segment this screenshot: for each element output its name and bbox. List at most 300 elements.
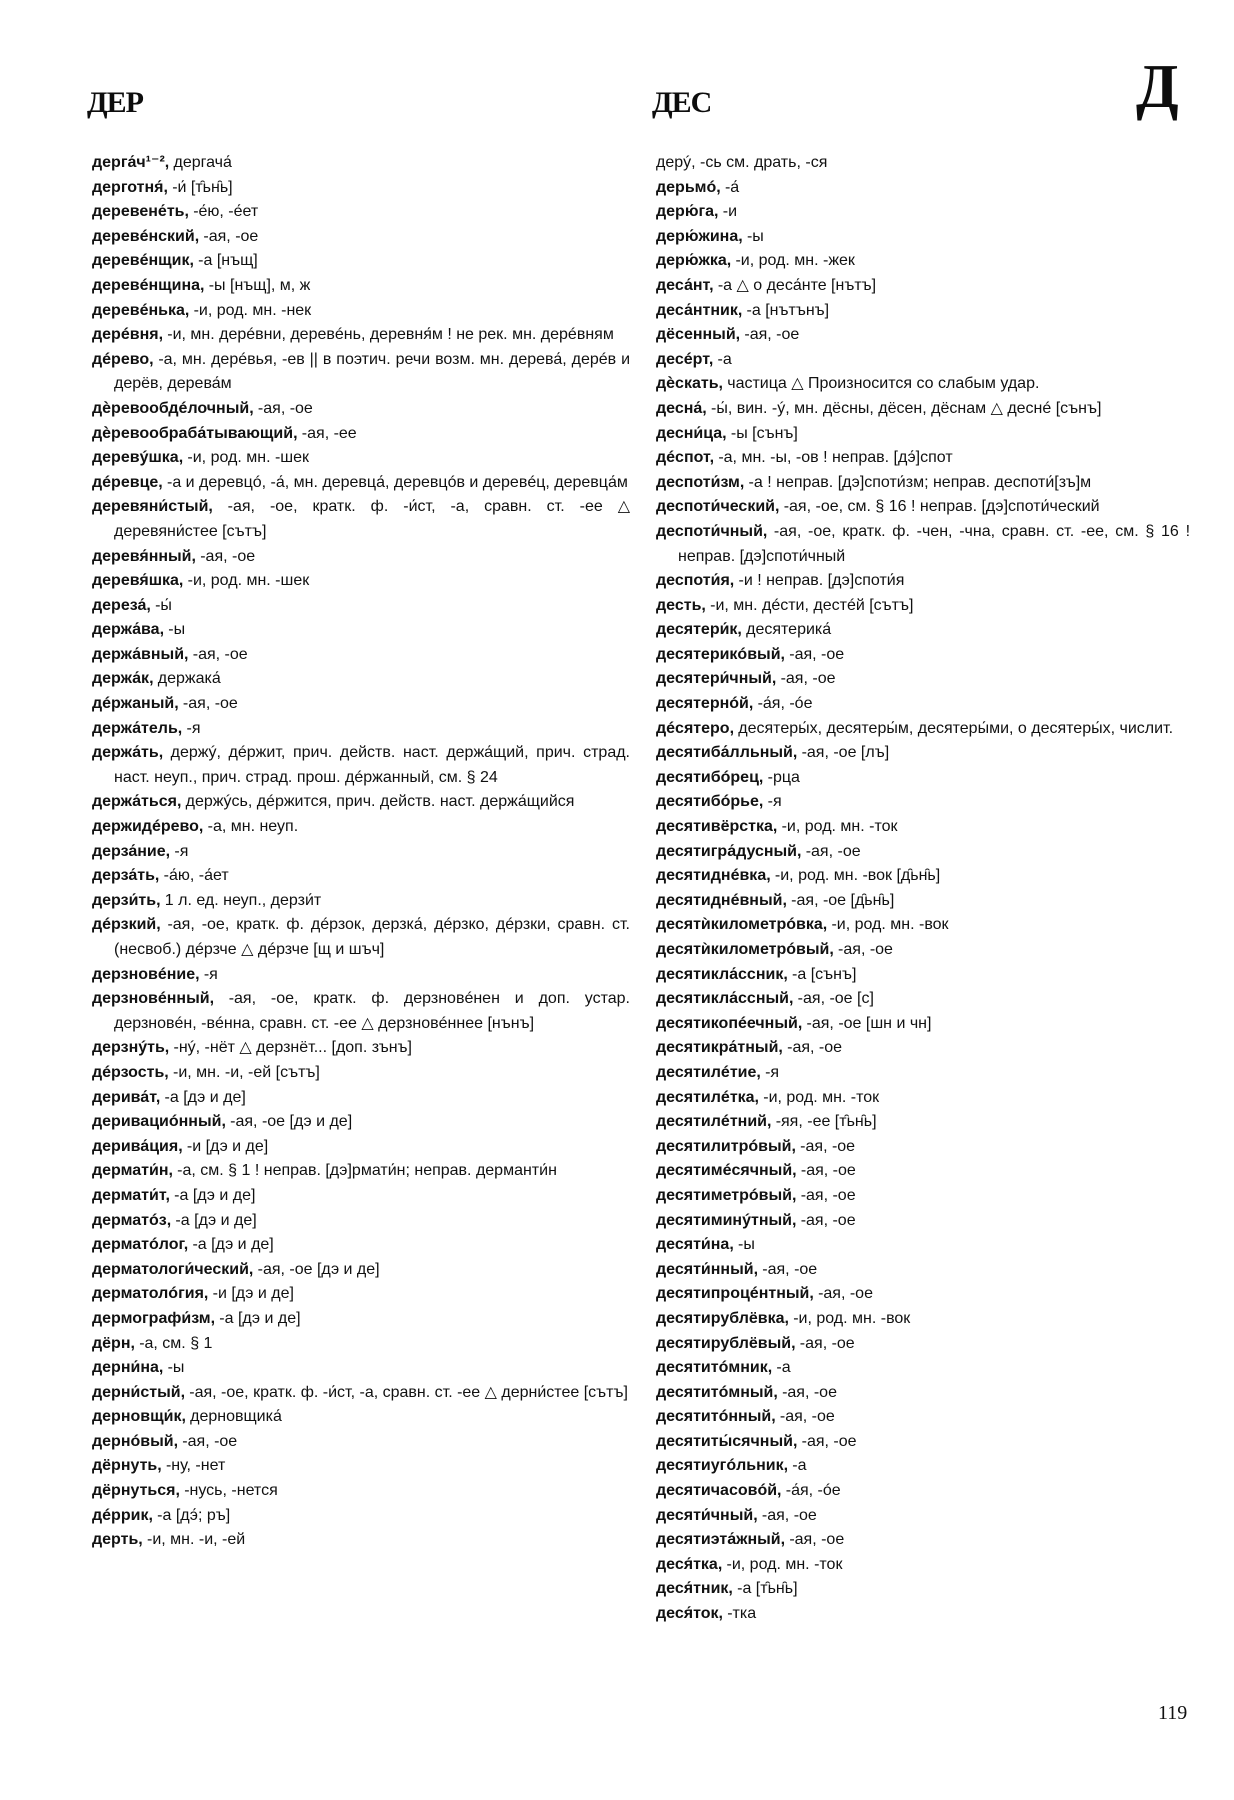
entry-definition: -ы́, вин. -ý, мн. дёсны, дёсен, дёснам △ деснé [сънъ] [711,399,1102,417]
entry-headword: дереза́, [92,596,151,614]
entry-headword: десятерикóвый, [656,645,785,663]
dictionary-entry [656,445,1190,470]
entry-headword: десятиметрóвый, [656,1186,797,1204]
dictionary-entry [656,888,1190,913]
entry-headword: десятимéсячный, [656,1162,797,1180]
dictionary-entry [656,839,1190,864]
dictionary-entry [92,1503,630,1528]
dictionary-entry [656,962,1190,987]
entry-definition: -я [174,842,189,860]
entry-definition: -ая, -ое [800,1162,856,1180]
dictionary-entry [92,1453,630,1478]
dictionary-entry [92,1429,630,1454]
dictionary-entry [92,1035,630,1060]
entry-headword: дерни́на, [92,1359,164,1377]
dictionary-entry [656,740,1190,765]
dictionary-entry [656,1404,1190,1429]
entry-headword: дерю́га, [656,203,719,221]
entry-headword: десяти́чный, [656,1506,758,1524]
entry-headword: десятилéтний, [656,1113,772,1131]
entry-headword: десть, [656,596,706,614]
dictionary-entry [656,1281,1190,1306]
entry-headword: деревýшка, [92,449,184,467]
dictionary-entry [656,1306,1190,1331]
dictionary-entry [92,1404,630,1429]
entry-headword: деспоти́я, [656,572,735,590]
dictionary-entry [656,1208,1190,1233]
dictionary-entry [92,666,630,691]
entry-definition: -а, мн. дерéвья, -ев || в поэтич. речи возм. мн. дерева́, дерéв и дерёв, дерева́м [114,350,631,393]
entry-definition: -и, мн. -и, -ей [146,1531,246,1549]
entry-headword: дéсятеро, [656,719,735,737]
entry-headword: десятиминýтный, [656,1211,797,1229]
dictionary-entry [92,962,630,987]
entry-headword: дéрево, [92,350,154,368]
entry-headword: деса́нт, [656,276,714,294]
dictionary-entry [92,396,630,421]
entry-headword: дернóвый, [92,1432,179,1450]
entry-headword: десятибóрье, [656,793,764,811]
entry-definition: -и, род. мн. -нек [193,301,312,319]
dictionary-entry [656,1134,1190,1159]
entry-definition: дерновщика́ [190,1408,282,1426]
entry-definition: -ая, -ое [257,399,313,417]
entry-definition: дергача́ [173,154,232,171]
dictionary-entry [92,642,630,667]
entry-headword: десна́, [656,399,707,417]
dictionary-entry [92,445,630,470]
entry-definition: -а △ о деса́нте [нътъ] [717,276,877,294]
entry-headword: дёрнуться, [92,1482,180,1500]
dictionary-entry [656,347,1190,372]
dictionary-entry [656,814,1190,839]
dictionary-entry [92,1527,630,1552]
entry-definition: -ая, -ое [787,1039,843,1057]
entry-definition: -а [сънъ] [792,965,857,983]
entry-headword: дерни́стый, [92,1383,186,1401]
entry-headword: дерза́ние, [92,842,171,860]
entry-headword: десятѝкилометрóвый, [656,941,834,958]
entry-definition: -а [т̑ьн̑ь] [737,1580,798,1598]
entry-headword: десéрт, [656,350,714,368]
entry-headword: дерматологи́ческий, [92,1260,254,1278]
entry-definition: -а [776,1359,791,1377]
entry-headword: десятирублёвка, [656,1309,789,1327]
dictionary-entry [92,175,630,200]
entry-definition: -ая, -ое, см. § 16 ! неправ. [дэ]споти́ческий [783,498,1100,516]
entry-definition: -ая, -ое [182,1432,238,1450]
entry-headword: держа́ть, [92,744,164,762]
dictionary-entry [92,1208,630,1233]
entry-definition: -ая, -ое [789,645,845,663]
entry-headword: дерматолóгия, [92,1285,209,1303]
entry-definition: -и, мн. дéсти, дестéй [сътъ] [710,596,914,614]
entry-definition: держý, дéржит, прич. действ. наст. держа́щий, прич. страд. наст. неуп., прич. страд. прош. дéржанный, см. § 24 [114,744,631,786]
dictionary-entry [656,1085,1190,1110]
entry-definition: десятеры́х, десятеры́м, десятеры́ми, о десятеры́х, числит. [738,719,1174,737]
entry-definition: -и, мн. дерéвни, деревéнь, деревня́м ! не рек. мн. дерéвням [167,326,614,344]
dictionary-entry [92,986,630,1035]
entry-definition: -а, мн. неуп. [207,818,299,836]
entry-headword: десятитóмный, [656,1383,778,1401]
dictionary-entry [92,1281,630,1306]
entry-headword: деся́тник, [656,1580,733,1598]
dictionary-entry [656,224,1190,249]
entry-definition: -а и деревцó, -а́, мн. деревца́, деревцóв и деревéц, деревца́м [167,473,628,491]
entry-definition: -ая, -ое [818,1285,873,1303]
entry-definition: -ы [168,621,186,639]
entry-headword: дерю́жка, [656,252,732,270]
entry-definition: -тка [727,1605,757,1623]
dictionary-entry [656,666,1190,691]
dictionary-entry [656,642,1190,667]
entry-definition: -и, род. мн. -вок [793,1309,911,1327]
entry-headword: деспоти́ческий, [656,498,780,516]
entry-definition: -а [дэ и де] [174,1186,256,1204]
dictionary-entry [92,1478,630,1503]
entry-headword: деся́ток, [656,1605,723,1623]
entry-definition: -ы [738,1236,755,1254]
entry-definition: -ая, -ое [800,1186,856,1204]
entry-definition: -а ! неправ. [дэ]споти́зм; неправ. деспоти́[зъ]м [748,473,1092,491]
entry-headword: деревя́шка, [92,572,184,590]
entry-headword: десятитóмник, [656,1359,773,1377]
entry-definition: -ы́ [155,596,172,614]
entry-headword: дéрзость, [92,1063,169,1081]
entry-headword: дѐскать, [656,375,723,393]
entry-headword: дéспот, [656,449,715,467]
running-head-right: ДЕС [652,86,712,119]
entry-headword: дёрн, [92,1334,135,1352]
entry-headword: десятиугóльник, [656,1457,789,1475]
entry-headword: держидéрево, [92,818,204,836]
dictionary-entry [656,1380,1190,1405]
entry-definition: -ая, -ое [801,1432,857,1450]
dictionary-entry [92,1232,630,1257]
dictionary-entry [656,175,1190,200]
entry-headword: деревéнщик, [92,252,194,270]
dictionary-entry [656,322,1190,347]
dictionary-entry [656,150,1190,175]
entry-headword: дерю́жина, [656,227,743,245]
entry-definition: -ая, -ое [д̑ьн̑ь] [791,891,895,909]
entry-definition: -и, род. мн. -вок [д̑ьн̑ь] [774,867,941,885]
dictionary-entry [656,298,1190,323]
entry-headword: десятибóрец, [656,768,764,786]
entry-definition: -а [нъщ] [198,252,258,270]
entry-definition: -я [186,719,201,737]
running-head-left: ДЕР [87,86,143,119]
entry-definition: -и [дэ и де] [212,1285,294,1303]
entry-headword: десятипроцéнтный, [656,1285,814,1303]
entry-headword: дерьмó, [656,178,721,196]
entry-headword: дерматóлог, [92,1236,189,1254]
entry-definition: -и, мн. -и, -ей [сътъ] [173,1063,320,1081]
entry-headword: десятиба́лльный, [656,744,798,762]
dictionary-entry [656,1109,1190,1134]
entry-headword: дёрнуть, [92,1457,162,1475]
dictionary-entry [656,1158,1190,1183]
entry-headword: деривациóнный, [92,1113,226,1131]
dictionary-entry [656,1552,1190,1577]
entry-definition: -ну, -нет [165,1457,226,1475]
entry-headword: деревене́ть, [92,203,189,221]
entry-headword: держа́вный, [92,645,189,663]
entry-definition: десятерика́ [746,621,832,639]
entry-definition: -я [203,965,218,983]
dictionary-entry [92,789,630,814]
entry-headword: десятери́чный, [656,670,777,688]
entry-headword: десятилéтка, [656,1088,759,1106]
dictionary-entry [92,470,630,495]
entry-headword: дерготня́, [92,178,168,196]
entry-definition: -ая, -ое [дэ и де] [230,1113,353,1131]
entry-headword: дерновщи́к, [92,1408,186,1426]
entry-headword: дéржаный, [92,695,179,713]
entry-definition: -и́ [т̑ьн̑ь] [172,178,233,196]
entry-headword: дерива́т, [92,1088,161,1106]
dictionary-entry [92,863,630,888]
entry-definition: -ая, -ое [192,645,248,663]
entry-headword: держа́ва, [92,621,165,639]
entry-headword: дермати́т, [92,1186,170,1204]
entry-definition: -ая, -ое [838,941,893,958]
entry-headword: деревéнский, [92,227,200,245]
entry-definition: -и, род. мн. -ток [781,818,898,836]
dictionary-entry [92,740,630,789]
dictionary-entry [92,912,630,961]
entry-definition: -ы [746,227,764,245]
entry-definition: -ая, -ое [782,1383,837,1401]
entry-definition: -а́ [724,178,740,196]
entry-headword: десятери́к, [656,621,742,639]
entry-definition: -а [дэ и де] [219,1309,301,1327]
dictionary-entry [92,1109,630,1134]
entry-definition: -ая, -ое [дэ и де] [257,1260,380,1278]
dictionary-entry [92,1355,630,1380]
entry-headword: дéрзкий, [92,916,161,934]
entry-definition: -ая, -ое [805,842,861,860]
dictionary-entry [92,1158,630,1183]
entry-headword: дерть, [92,1531,143,1549]
entry-headword: держа́ться, [92,793,182,811]
dictionary-entry [92,617,630,642]
entry-headword: деревéнщина, [92,276,205,294]
dictionary-entry [92,1085,630,1110]
entry-definition: -а [717,350,732,368]
entry-definition: -ая, -ое, кратк. ф. -и́ст, -а, сравн. ст. -ее △ деревяни́стее [сътъ] [114,498,631,540]
dictionary-entry [92,1060,630,1085]
dictionary-entry [656,1503,1190,1528]
entry-definition: -нусь, -нется [184,1482,278,1500]
entry-definition: держýсь, дéржится, прич. действ. наст. держа́щийся [185,793,575,811]
entry-definition: -ая, -ое [799,1334,855,1352]
entry-headword: деревя́нный, [92,547,196,565]
entry-headword: дермати́н, [92,1162,173,1180]
entry-headword: десяти́нный, [656,1260,759,1278]
entry-definition: -ая, -ое [шн и чн] [806,1014,932,1032]
dictionary-entry [656,863,1190,888]
entry-headword: десятичасовóй, [656,1482,782,1500]
dictionary-entry [92,248,630,273]
entry-headword: десятикла́ссник, [656,965,788,983]
entry-definition: -рца [767,768,800,786]
entry-headword: десятиднéвка, [656,867,771,885]
dictionary-entry [656,617,1190,642]
dictionary-entry [656,986,1190,1011]
entry-definition: -ая, -ое [182,695,238,713]
entry-definition: -и [722,203,738,221]
entry-definition: -а [дэ и де] [164,1088,246,1106]
entry-definition: частица △ Произносится со слабым удар. [727,375,1040,393]
dictionary-entry [92,224,630,249]
entry-headword: дерива́ция, [92,1137,183,1155]
entry-headword: дерзнýть, [92,1039,170,1057]
entry-headword: дерга́ч¹⁻², [92,154,170,171]
dictionary-entry [656,248,1190,273]
entry-definition: -ая, -ое [с] [797,990,874,1008]
dictionary-entry [656,765,1190,790]
dictionary-entry [92,298,630,323]
dictionary-entry [92,1257,630,1282]
entry-headword: десятилéтие, [656,1063,761,1081]
right-column [656,150,1190,1626]
entry-headword: держа́к, [92,670,154,688]
entry-headword: десятигра́дусный, [656,842,802,860]
dictionary-entry [656,1035,1190,1060]
entry-definition: -яя, -ее [т̑ьн̑ь] [775,1113,877,1131]
entry-headword: деревяни́стый, [92,498,213,516]
dictionary-entry [656,470,1190,495]
dictionary-entry [656,199,1190,224]
dictionary-entry [92,716,630,741]
entry-headword: десятитóнный, [656,1408,776,1426]
entry-headword: дерзновéнный, [92,990,215,1008]
entry-headword: деревéнька, [92,301,190,319]
dictionary-entry [656,1331,1190,1356]
dictionary-entry [92,1134,630,1159]
dictionary-entry [92,273,630,298]
dictionary-entry [92,593,630,618]
entry-definition: -и, род. мн. -шек [187,449,310,467]
dictionary-entry [656,789,1190,814]
entry-headword: десятернóй, [656,695,754,713]
entry-definition: -и ! неправ. [дэ]споти́я [738,572,905,590]
entry-headword: десятикопéечный, [656,1014,803,1032]
dictionary-entry [656,273,1190,298]
section-letter: Д [1136,53,1179,121]
dictionary-entry [656,593,1190,618]
entry-definition: -а [дэ́; ръ] [157,1506,231,1524]
dictionary-entry [92,322,630,347]
entry-headword: десятирублёвый, [656,1334,796,1352]
entry-definition: -и, род. мн. -жек [735,252,855,270]
entry-definition: -ая, -ое [200,547,256,565]
entry-definition: -и, род. мн. -ток [763,1088,880,1106]
entry-headword: десяти́на, [656,1236,734,1254]
dictionary-entry [656,716,1190,741]
entry-definition: -а́я, -óе [785,1482,841,1500]
entry-definition: -ая, -ое [779,1408,835,1426]
dictionary-entry [92,888,630,913]
entry-headword: деса́нтник, [656,301,743,319]
entry-headword: дерматóз, [92,1211,172,1229]
entry-definition: 1 л. ед. неуп., дерзи́т [164,891,322,909]
dictionary-entry [92,199,630,224]
entry-headword: десятѝкилометрóвка, [656,916,828,934]
page-number: 119 [1158,1702,1188,1724]
dictionary-entry [656,937,1190,962]
entry-definition: -ая, -ое, кратк. ф. дéрзок, дерзка́, дéрзко, дéрзки, сравн. ст. (несвоб.) дéрзче △ дéрзче [щ и шъч] [114,916,630,958]
entry-definition: -ы [167,1359,185,1377]
entry-definition: -ая, -ое [761,1506,817,1524]
dictionary-entry [92,1331,630,1356]
entry-definition: дерý, -сь см. драть, -ся [656,154,828,171]
entry-definition: -а [дэ и де] [175,1211,257,1229]
entry-headword: деспоти́чный, [656,522,768,540]
entry-headword: дерза́ть, [92,867,160,885]
entry-headword: десятиднéвный, [656,891,787,909]
dictionary-entry [656,568,1190,593]
dictionary-entry [656,1478,1190,1503]
entry-headword: деспоти́зм, [656,473,745,491]
entry-headword: десятивёрстка, [656,818,778,836]
entry-headword: десятикла́ссный, [656,990,794,1008]
entry-definition: -ая, -ое [203,227,259,245]
dictionary-entry [656,421,1190,446]
entry-definition: -и [дэ и де] [186,1137,269,1155]
dictionary-entry [92,1183,630,1208]
entry-headword: дерéвня, [92,326,164,344]
dictionary-entry [656,1453,1190,1478]
entry-headword: дёсенный, [656,326,741,344]
entry-definition: -ая, -ое, кратк. ф. -чен, -чна, сравн. ст. -ее, см. § 16 ! неправ. [дэ]споти́чный [678,522,1191,565]
entry-definition: -а [дэ и де] [192,1236,274,1254]
entry-definition: -и, род. мн. -вок [831,916,949,934]
entry-headword: десни́ца, [656,424,727,442]
left-column [92,150,630,1552]
dictionary-entry [656,1183,1190,1208]
entry-definition: -е́ю, -е́ет [193,203,259,221]
entry-headword: дѐревообраба́тывающий, [92,424,298,442]
dictionary-entry [656,1011,1190,1036]
entry-definition: -и, род. мн. -ток [726,1555,843,1573]
dictionary-entry [92,814,630,839]
dictionary-entry [92,839,630,864]
dictionary-entry [656,494,1190,519]
dictionary-entry [656,1257,1190,1282]
entry-definition: -и, род. мн. -шек [187,572,310,590]
entry-definition: -ая, -ое [лъ] [801,744,890,762]
dictionary-entry [656,371,1190,396]
entry-headword: десятиэта́жный, [656,1531,786,1549]
dictionary-entry [656,1232,1190,1257]
dictionary-entry [92,691,630,716]
dictionary-entry [656,519,1190,568]
entry-headword: дерзновéние, [92,965,200,983]
dictionary-entry [656,1576,1190,1601]
dictionary-entry [92,150,630,175]
entry-definition: -я [765,1063,780,1081]
entry-definition: -ая, -ое [762,1260,818,1278]
entry-definition: -а [792,1457,807,1475]
entry-headword: дерзи́ть, [92,891,161,909]
entry-definition: -ы [сънъ] [730,424,798,442]
dictionary-entry [656,1601,1190,1626]
dictionary-entry [656,912,1190,937]
dictionary-entry [92,347,630,396]
entry-definition: -нý, -нёт △ дерзнёт... [доп. зънъ] [173,1039,412,1057]
